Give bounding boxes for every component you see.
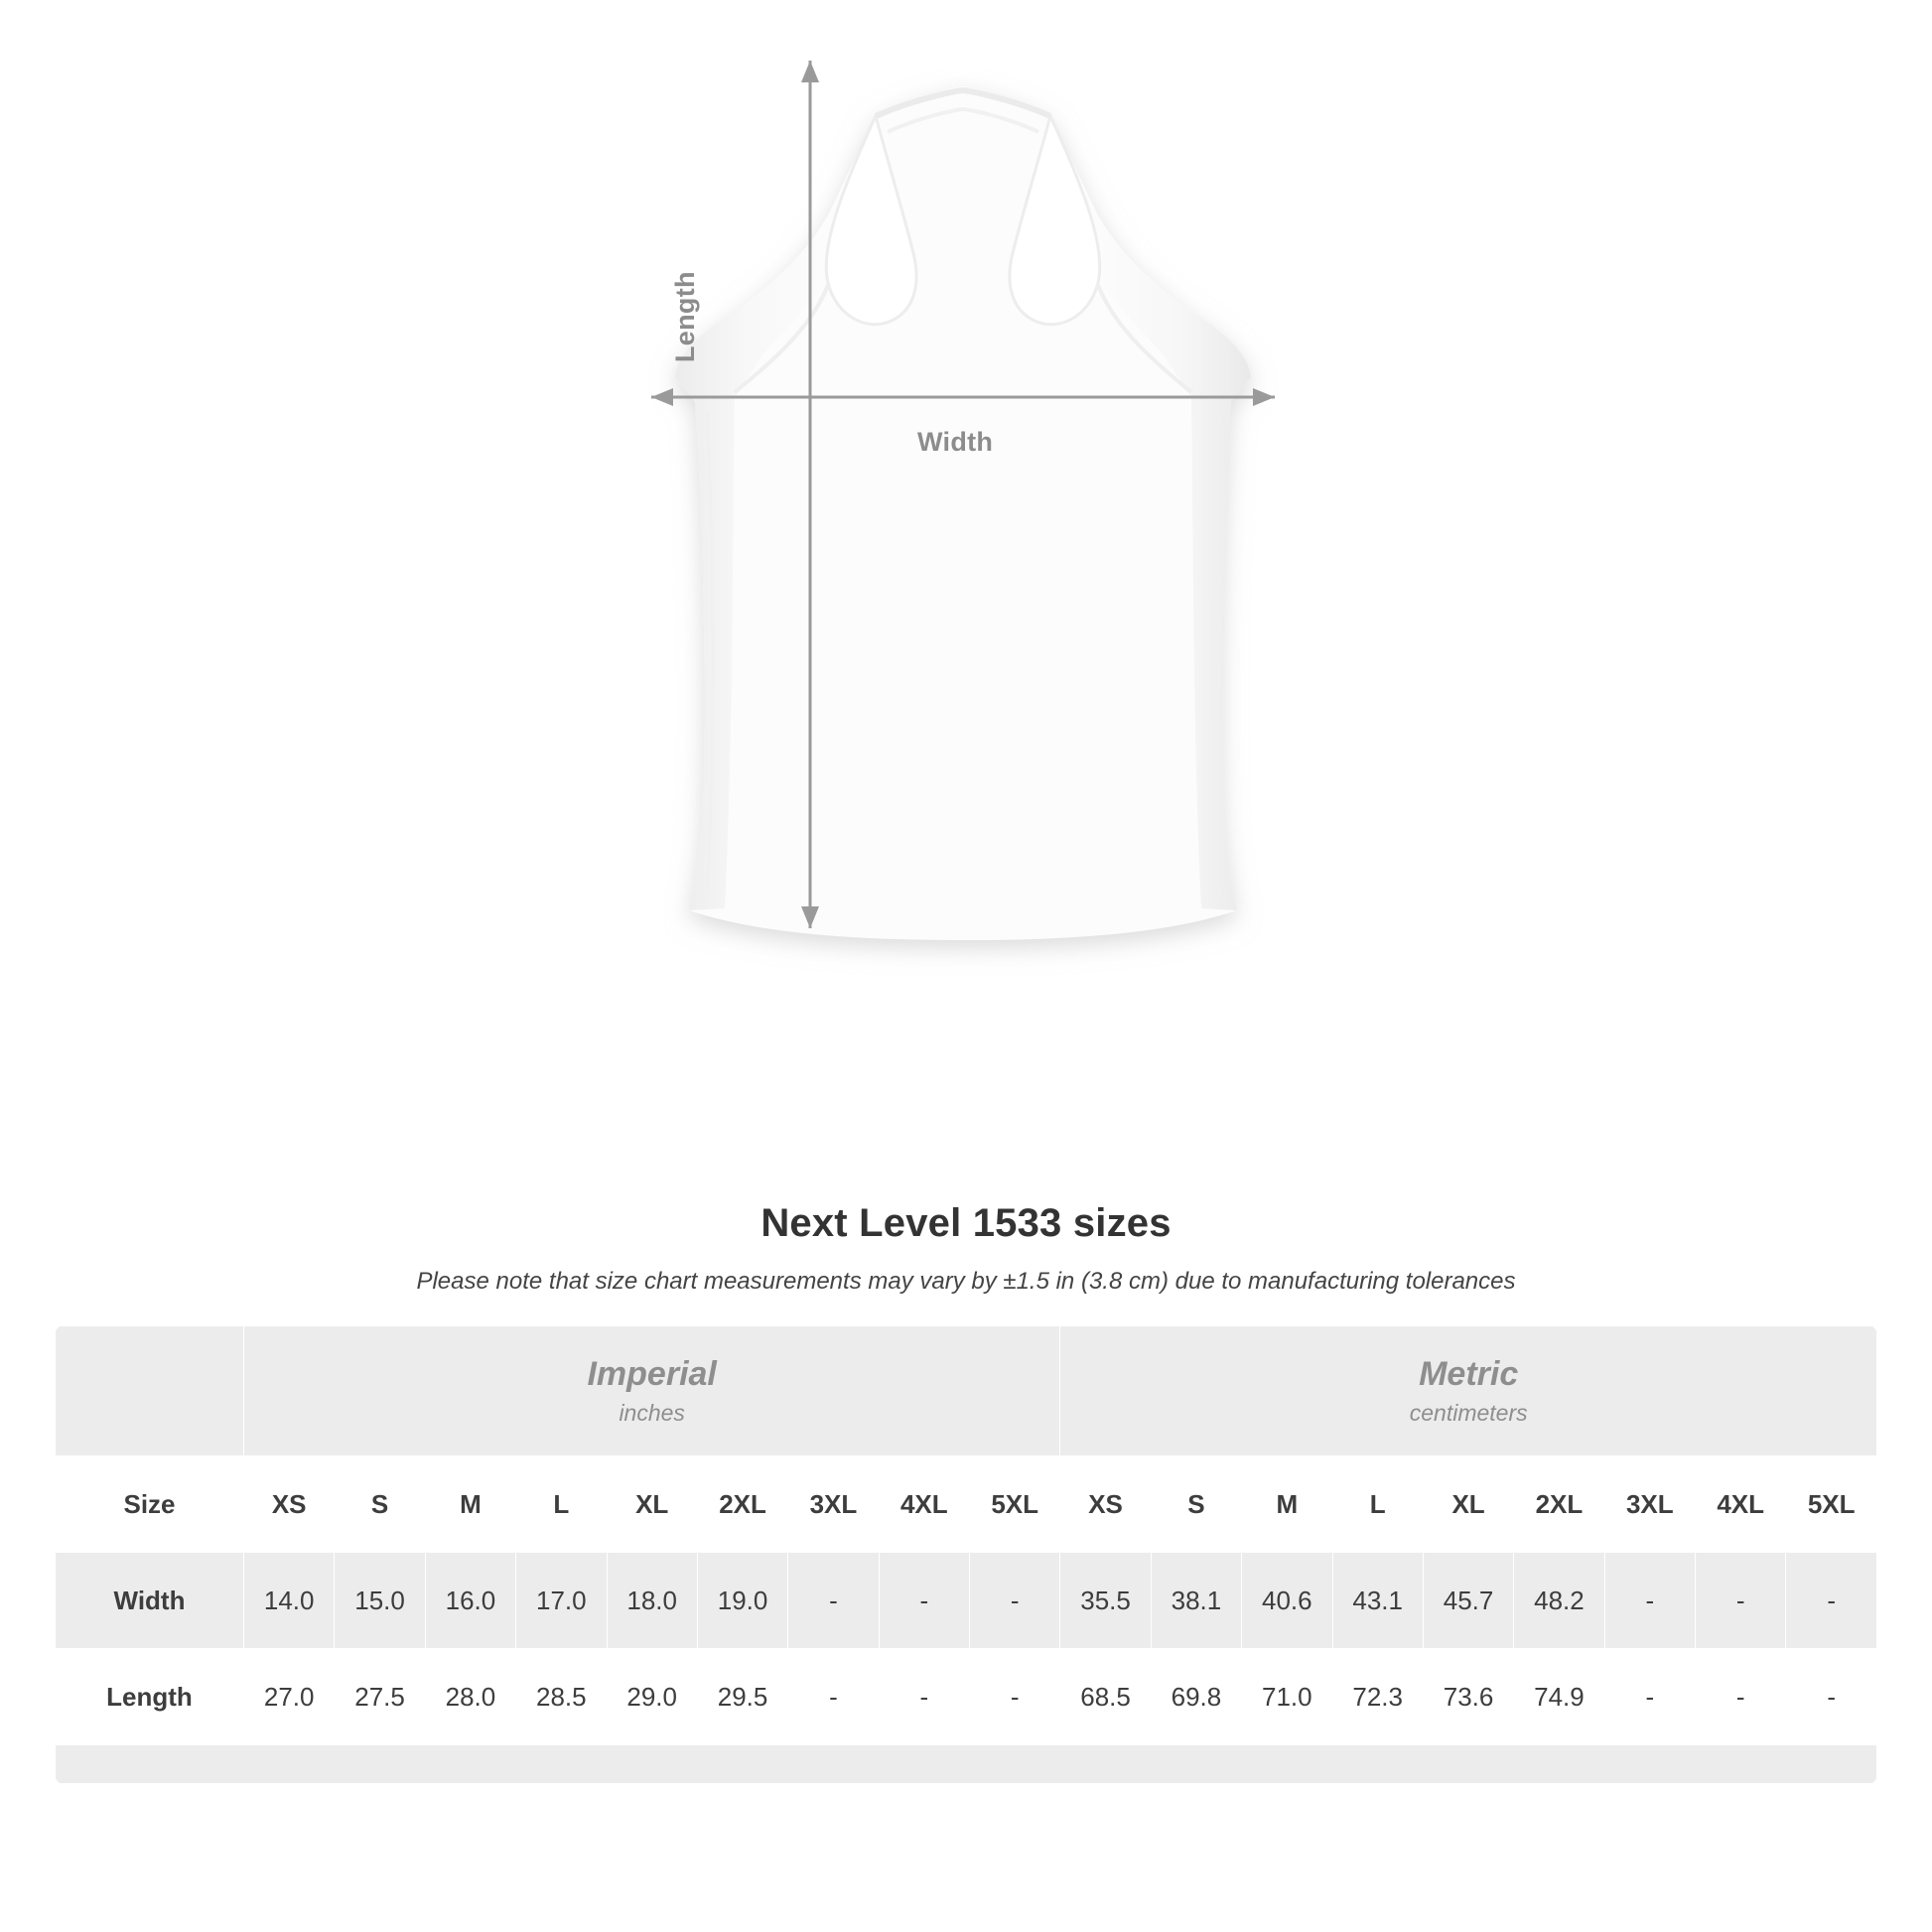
width-metric-m: 40.6 [1242,1553,1332,1649]
size-header-metric-3xl: 3XL [1604,1456,1695,1553]
unit-metric-cell [1060,1326,1877,1456]
page-title: Next Level 1533 sizes [760,1201,1172,1245]
row-label-length: Length [56,1649,244,1745]
length-imperial-xs: 27.0 [244,1649,335,1745]
size-header-imperial-l: L [516,1456,607,1553]
width-imperial-m: 16.0 [425,1553,515,1649]
size-header-metric-s: S [1151,1456,1241,1553]
size-header-label: Size [56,1456,244,1553]
unit-metric-title: Metric [1419,1354,1519,1393]
size-header-metric-5xl: 5XL [1786,1456,1877,1553]
size-header-metric-m: M [1242,1456,1332,1553]
length-metric-3xl: - [1604,1649,1695,1745]
length-imperial-2xl: 29.5 [697,1649,787,1745]
length-metric-4xl: - [1696,1649,1786,1745]
row-label-width: Width [56,1553,244,1649]
width-imperial-3xl: - [788,1553,879,1649]
size-header-imperial-m: M [425,1456,515,1553]
size-header-imperial-5xl: 5XL [970,1456,1060,1553]
width-metric-xs: 35.5 [1060,1553,1151,1649]
width-imperial-l: 17.0 [516,1553,607,1649]
size-header-metric-xs: XS [1060,1456,1151,1553]
width-metric-5xl: - [1786,1553,1877,1649]
length-imperial-l: 28.5 [516,1649,607,1745]
width-metric-3xl: - [1604,1553,1695,1649]
unit-metric-subtitle: centimeters [1409,1400,1528,1427]
unit-imperial-title: Imperial [587,1354,717,1393]
width-imperial-5xl: - [970,1553,1060,1649]
length-imperial-5xl: - [970,1649,1060,1745]
length-metric-xs: 68.5 [1060,1649,1151,1745]
width-imperial-xl: 18.0 [607,1553,697,1649]
length-metric-2xl: 74.9 [1514,1649,1604,1745]
table-row [56,1649,1877,1745]
unit-header-row [56,1326,1877,1456]
size-header-metric-xl: XL [1423,1456,1513,1553]
size-header-imperial-2xl: 2XL [697,1456,787,1553]
width-metric-xl: 45.7 [1423,1553,1513,1649]
length-metric-s: 69.8 [1151,1649,1241,1745]
width-measure-label: Width [917,427,994,457]
size-header-imperial-3xl: 3XL [788,1456,879,1553]
width-metric-4xl: - [1696,1553,1786,1649]
table-row [56,1553,1877,1649]
length-imperial-m: 28.0 [425,1649,515,1745]
size-chart-table [55,1325,1877,1784]
length-measure-label: Length [670,271,700,362]
length-imperial-4xl: - [879,1649,969,1745]
size-header-imperial-xs: XS [244,1456,335,1553]
width-imperial-xs: 14.0 [244,1553,335,1649]
tolerance-note: Please note that size chart measurements may vary by ±1.5 in (3.8 cm) due to manufacturing tolerances [416,1268,1516,1295]
width-metric-l: 43.1 [1332,1553,1423,1649]
table-footer-cell [56,1745,1877,1784]
size-header-imperial-xl: XL [607,1456,697,1553]
tank-top-svg [616,55,1311,1137]
unit-imperial-subtitle: inches [619,1400,685,1427]
garment-image [616,55,1311,1137]
width-metric-s: 38.1 [1151,1553,1241,1649]
width-metric-2xl: 48.2 [1514,1553,1604,1649]
size-header-metric-2xl: 2XL [1514,1456,1604,1553]
size-header-metric-l: L [1332,1456,1423,1553]
length-metric-m: 71.0 [1242,1649,1332,1745]
width-imperial-4xl: - [879,1553,969,1649]
length-metric-l: 72.3 [1332,1649,1423,1745]
size-header-imperial-4xl: 4XL [879,1456,969,1553]
table-footer-row [56,1745,1877,1784]
size-header-imperial-s: S [335,1456,425,1553]
unit-imperial-cell [244,1326,1060,1456]
width-imperial-s: 15.0 [335,1553,425,1649]
length-imperial-xl: 29.0 [607,1649,697,1745]
size-table-wrapper [55,1325,1877,1784]
length-imperial-s: 27.5 [335,1649,425,1745]
unit-spacer-cell [56,1326,244,1456]
size-header-metric-4xl: 4XL [1696,1456,1786,1553]
length-metric-5xl: - [1786,1649,1877,1745]
length-metric-xl: 73.6 [1423,1649,1513,1745]
width-imperial-2xl: 19.0 [697,1553,787,1649]
length-imperial-3xl: - [788,1649,879,1745]
size-header-row [56,1456,1877,1553]
